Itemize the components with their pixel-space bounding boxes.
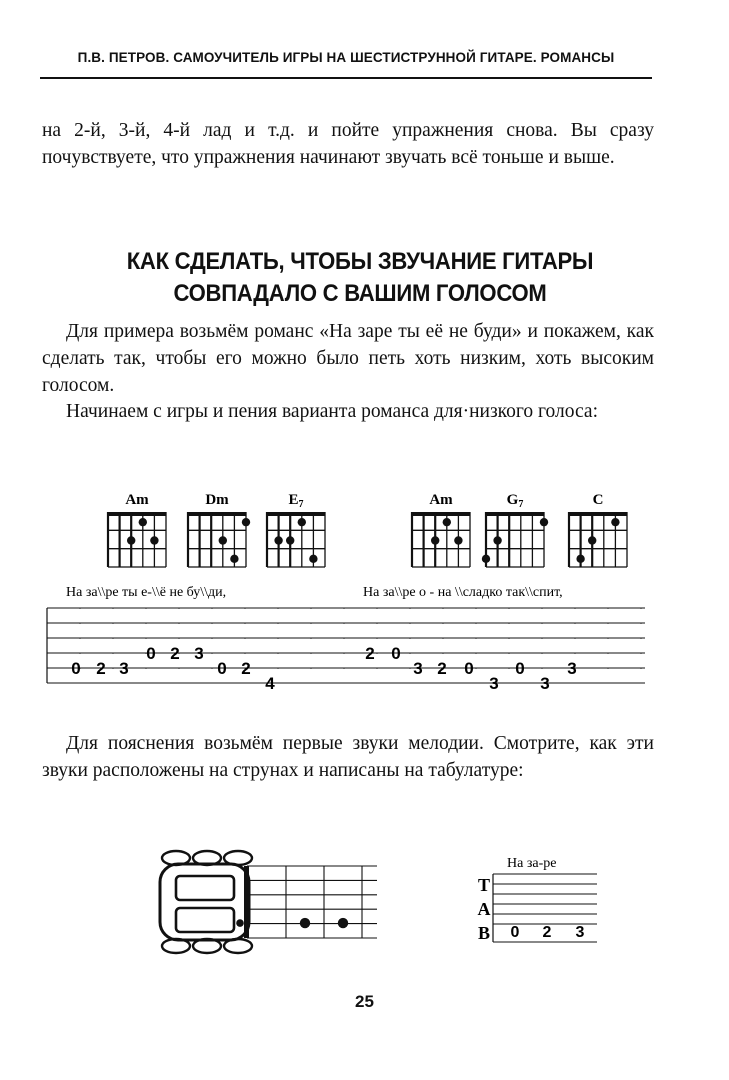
small-tab-fret-number: 3 xyxy=(575,924,585,941)
chord-finger-dot xyxy=(588,536,596,544)
chord-finger-dot xyxy=(611,518,619,526)
guitar-nut xyxy=(244,866,249,938)
headstock-window xyxy=(176,908,234,932)
chord-nut xyxy=(267,512,325,516)
chord-finger-dot xyxy=(482,555,490,563)
chord-finger-dot xyxy=(431,536,439,544)
chord-finger-dot xyxy=(150,536,158,544)
tab-fret-number: 3 xyxy=(413,659,423,678)
tab-fret-number: 2 xyxy=(96,659,106,678)
running-header: П.В. ПЕТРОВ. САМОУЧИТЕЛЬ ИГРЫ НА ШЕСТИСТРУННОЙ ГИТАРЕ. РОМАНСЫ xyxy=(77,50,615,65)
tab-fret-number: 2 xyxy=(437,659,447,678)
paragraph-explanation: Для пояснения возьмём первые звуки мелодии. Смотрите, как эти звуки расположены на струнах и написаны на табулатуре: xyxy=(42,733,654,781)
chord-finger-dot xyxy=(274,536,282,544)
fret-marker xyxy=(300,918,310,928)
chord-finger-dot xyxy=(139,518,147,526)
chord-nut xyxy=(486,512,544,516)
chord-name: $G_7$ xyxy=(506,492,524,510)
tab-clef-letter: A xyxy=(477,899,491,919)
chord-name: C xyxy=(592,492,604,508)
chord-nut xyxy=(412,512,470,516)
section-heading-line-2: СОВПАДАЛО С ВАШИМ ГОЛОСОМ xyxy=(173,280,547,307)
chord-finger-dot xyxy=(540,518,548,526)
tab-clef-letter: T xyxy=(477,875,491,895)
chord-nut xyxy=(108,512,166,516)
headstock-window xyxy=(176,876,234,900)
chord-finger-dot xyxy=(309,555,317,563)
small-tab-fret-number: 2 xyxy=(542,924,552,941)
tab-fret-number: 2 xyxy=(170,644,180,663)
page-number: 25 xyxy=(355,992,374,1011)
chord-finger-dot xyxy=(230,555,238,563)
tab-fret-number: 0 xyxy=(146,644,156,663)
chord-finger-dot xyxy=(493,536,501,544)
chord-finger-dot xyxy=(576,555,584,563)
paragraph-example: Для примера возьмём романс «На заре ты её не буди» и покажем, как сделать так, чтобы его можно было петь хоть низким, хоть высоким голосом. xyxy=(42,321,654,396)
chord-nut xyxy=(188,512,246,516)
intro-paragraph: на 2-й, 3-й, 4-й лад и т.д. и пойте упражнения снова. Вы сразу почувствуете, что упражнения начинают звучать всё тоньше и выше. xyxy=(42,120,654,168)
tab-fret-number: 4 xyxy=(265,674,275,693)
lyrics-line-b: На за\\ре о - на \\сладко так\\спит, xyxy=(363,585,563,600)
chord-finger-dot xyxy=(298,518,306,526)
open-string-marker xyxy=(236,919,244,927)
chord-nut xyxy=(569,512,627,516)
chord-finger-dot xyxy=(127,536,135,544)
chord-finger-dot xyxy=(454,536,462,544)
chord-name: Am xyxy=(125,492,149,508)
tab-fret-number: 3 xyxy=(540,674,550,693)
chord-finger-dot xyxy=(242,518,250,526)
paragraph-low-voice: Начинаем с игры и пения варианта романса для·низкого голоса: xyxy=(66,401,598,422)
tab-fret-number: 0 xyxy=(217,659,227,678)
tab-fret-number: 0 xyxy=(71,659,81,678)
tab-fret-number: 2 xyxy=(241,659,251,678)
tab-fret-number: 3 xyxy=(194,644,204,663)
tab-clef-letter: B xyxy=(477,923,491,943)
section-heading-line-1: КАК СДЕЛАТЬ, ЧТОБЫ ЗВУЧАНИЕ ГИТАРЫ xyxy=(126,248,594,275)
small-tab-lyric: На за-ре xyxy=(507,856,557,871)
small-tab-fret-number: 0 xyxy=(510,924,520,941)
tab-fret-number: 3 xyxy=(119,659,129,678)
tab-fret-number: 2 xyxy=(365,644,375,663)
chord-name: $E_7$ xyxy=(288,492,304,510)
tab-fret-number: 3 xyxy=(489,674,499,693)
fret-marker xyxy=(338,918,348,928)
tab-fret-number: 0 xyxy=(515,659,525,678)
tab-fret-number: 3 xyxy=(567,659,577,678)
tab-fret-number: 0 xyxy=(464,659,474,678)
lyrics-line-a: На за\\ре ты е-\\ё не бу\\ди, xyxy=(66,585,227,600)
chord-finger-dot xyxy=(286,536,294,544)
tab-fret-number: 0 xyxy=(391,644,401,663)
chord-finger-dot xyxy=(219,536,227,544)
chord-name: Am xyxy=(429,492,453,508)
chord-finger-dot xyxy=(443,518,451,526)
chord-name: Dm xyxy=(205,492,229,508)
